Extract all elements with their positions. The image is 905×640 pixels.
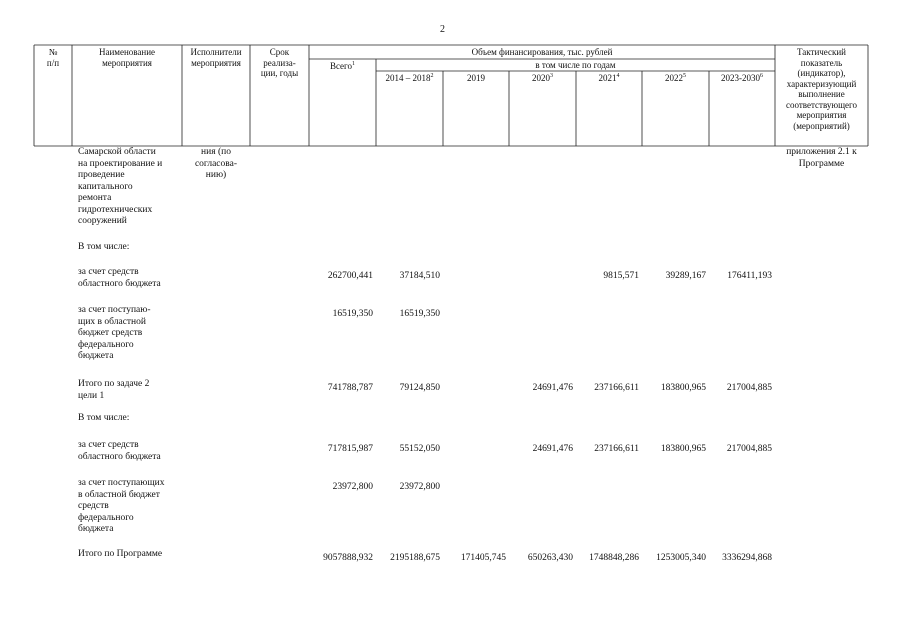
- row-value: 650263,430: [527, 553, 573, 563]
- row-value: 37184,510: [399, 271, 440, 281]
- row-value: 1748848,286: [589, 553, 639, 563]
- header-year-2023-2030: 2023-2030$^6$: [721, 73, 763, 83]
- header-num: № п/п: [46, 47, 60, 68]
- row-label: Итого по задаче 2 цели 1: [78, 379, 150, 401]
- header-period: Срок реализа- ции, годы: [260, 47, 299, 78]
- row-value: 237166,611: [594, 444, 639, 454]
- row-value: 55152,050: [399, 444, 440, 454]
- row-value: 3336294,868: [722, 553, 772, 563]
- header-year-2020: 2020$^3$: [532, 73, 553, 83]
- row-value: 23972,800: [332, 482, 373, 492]
- row-value: 217004,885: [726, 383, 772, 393]
- row-label: за счет поступаю- щих в областной бюджет средств федерального бюджета: [78, 305, 151, 361]
- header-year-2019: 2019: [467, 73, 485, 83]
- row-value: 9057888,932: [323, 553, 373, 563]
- continuation-indicator: приложения 2.1 к Программе: [786, 147, 857, 169]
- row-label: за счет средств областного бюджета: [78, 440, 161, 462]
- row-value: 24691,476: [532, 383, 573, 393]
- page-number: 2: [440, 24, 445, 35]
- row-value: 176411,193: [727, 271, 772, 281]
- header-executors: Исполнители мероприятия: [190, 47, 242, 68]
- row-label: за счет средств областного бюджета: [78, 267, 161, 289]
- row-value: 16519,350: [332, 309, 373, 319]
- row-value: 23972,800: [399, 482, 440, 492]
- header-indicator: Тактический показатель (индикатор), характеризующий выполнение соответствующего мероприятия (мероприятий): [785, 47, 858, 131]
- row-label: Итого по Программе: [78, 549, 163, 559]
- header-funding: Объем финансирования, тыс. рублей: [471, 47, 613, 57]
- row-value: 24691,476: [532, 444, 573, 454]
- row-value: 183800,965: [660, 383, 706, 393]
- row-label: В том числе:: [78, 242, 130, 252]
- row-value: 217004,885: [726, 444, 772, 454]
- continuation-name: Самарской области на проектирование и проведение капитального ремонта гидротехнических сооружений: [78, 147, 163, 226]
- header-year-2014-2018: 2014 – 2018$^2$: [385, 73, 434, 83]
- row-value: 717815,987: [327, 444, 373, 454]
- header-name: Наименование мероприятия: [98, 47, 156, 68]
- row-value: 79124,850: [399, 383, 440, 393]
- row-value: 39289,167: [665, 271, 706, 281]
- row-label: В том числе:: [78, 413, 130, 423]
- header-year-2021: 2021$^4$: [598, 73, 620, 83]
- row-value: 741788,787: [327, 383, 373, 393]
- header-incl-years: в том числе по годам: [535, 60, 616, 70]
- row-value: 171405,745: [460, 553, 506, 563]
- row-value: 262700,441: [327, 271, 373, 281]
- header-year-2022: 2022$^5$: [665, 73, 686, 83]
- row-value: 183800,965: [660, 444, 706, 454]
- row-label: за счет поступающих в областной бюджет средств федерального бюджета: [78, 478, 165, 534]
- header-total: Всего$^1$: [329, 61, 356, 71]
- row-value: 1253005,340: [656, 553, 706, 563]
- continuation-executors: ния (по согласова- нию): [194, 147, 238, 180]
- row-value: 9815,571: [603, 271, 639, 281]
- row-value: 16519,350: [399, 309, 440, 319]
- row-value: 2195188,675: [390, 553, 440, 563]
- row-value: 237166,611: [594, 383, 639, 393]
